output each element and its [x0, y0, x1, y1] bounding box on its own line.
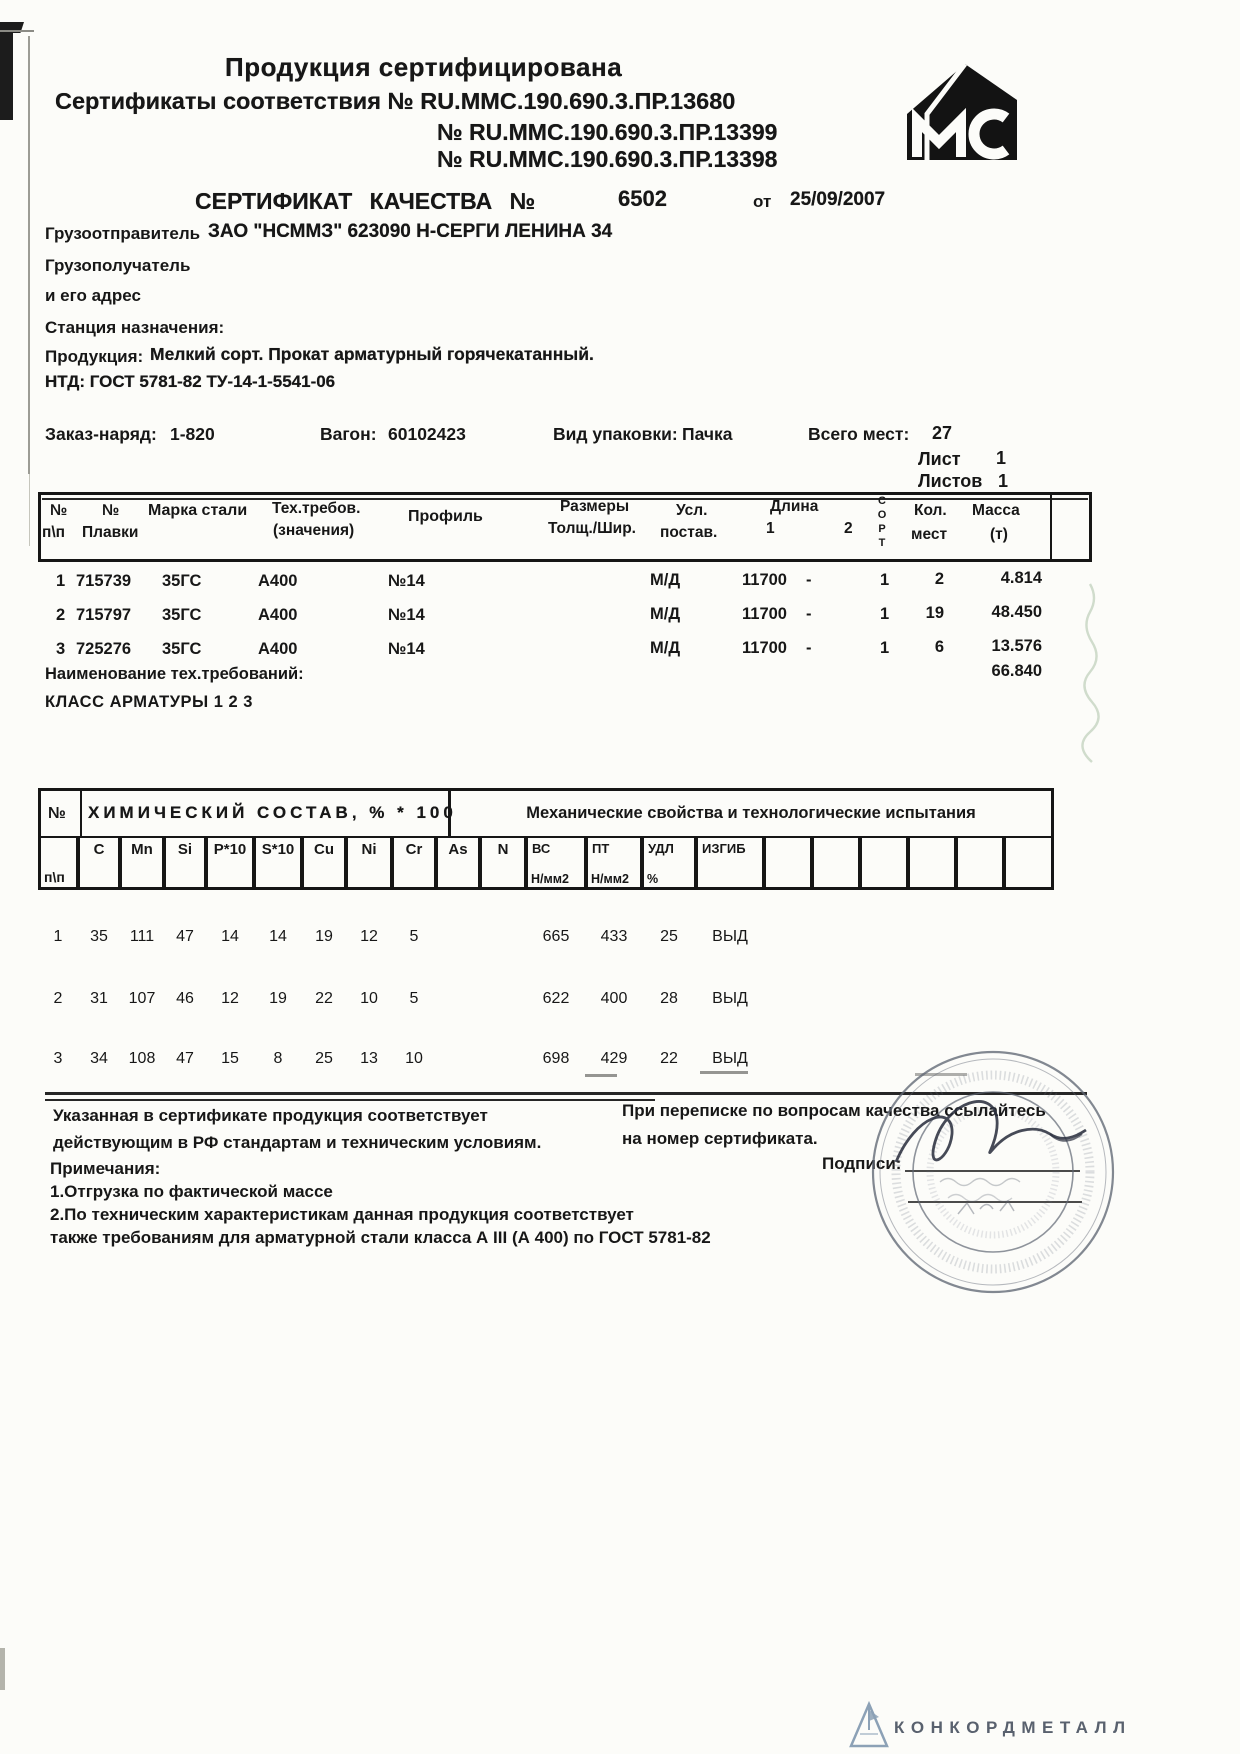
table-row-2-cond: М/Д — [650, 605, 681, 623]
col-mass-2: (т) — [990, 526, 1008, 543]
col-pp-1: № — [50, 502, 68, 519]
chem-col-ni — [346, 836, 392, 890]
conformity-label: Сертификаты соответствия — [55, 88, 381, 114]
note-left-2: действующим в РФ стандартам и техническим условиям. — [53, 1133, 542, 1152]
destination-station-label: Станция назначения: — [45, 318, 225, 337]
chem-row-1-c: 35 — [90, 928, 108, 945]
wagon-value: 60102423 — [388, 424, 466, 444]
table-row-3-profile: №14 — [388, 640, 425, 658]
chem-col-udl-l2: % — [647, 872, 659, 886]
signatures-label: Подписи: — [822, 1154, 902, 1173]
table-row-3-sort: 1 — [880, 639, 890, 657]
chem-col-pt — [586, 836, 642, 890]
conformity-number-3: № RU.ММС.190.690.3.ПР.13398 — [437, 146, 778, 172]
conformity-line — [55, 88, 735, 115]
chem-col-ni-label: Ni — [361, 841, 377, 858]
table-row-2-sort: 1 — [880, 605, 890, 623]
certificate-title: СЕРТИФИКАТ КАЧЕСТВА № — [195, 188, 536, 214]
sheets-label: Листов — [918, 471, 983, 491]
note-left-5: 2.По техническим характеристикам данная продукция соответствует — [50, 1205, 634, 1224]
chem-row-3-cu: 25 — [315, 1050, 333, 1067]
chem-col-n-label: N — [497, 841, 509, 858]
chem-row-1-udl: 25 — [660, 928, 678, 945]
packing-label: Вид упаковки: — [553, 424, 678, 444]
chem-row-1-s: 14 — [269, 928, 287, 945]
table-row-1-sort: 1 — [880, 571, 890, 589]
conformity-number-2: № RU.ММС.190.690.3.ПР.13399 — [437, 119, 778, 145]
note-left-6: также требованиям для арматурной стали класса А III (А 400) по ГОСТ 5781-82 — [50, 1228, 711, 1247]
chem-col-bend-l1: ИЗГИБ — [702, 841, 746, 856]
chem-row-3-c: 34 — [90, 1050, 108, 1067]
tech-requirements-value: КЛАСС АРМАТУРЫ 1 2 3 — [45, 693, 253, 711]
chem-row-2-pt: 400 — [600, 990, 628, 1007]
table-row-3-grade: 35ГС — [162, 640, 202, 658]
table-row-2-mass: 48.450 — [991, 603, 1042, 621]
chem-row-1-mn: 111 — [129, 928, 155, 945]
chem-row-3-ni: 13 — [360, 1050, 378, 1067]
shipper-label: Грузоотправитель — [45, 224, 201, 243]
col-melt-2: Плавки — [82, 524, 139, 541]
table-row-2-melt: 715797 — [76, 606, 132, 624]
chem-col-vs-l2: Н/мм2 — [531, 872, 569, 886]
chem-col-as-label: As — [448, 841, 468, 858]
chem-row-3-pt: 429 — [600, 1050, 628, 1067]
chem-col-mn — [120, 836, 164, 890]
chem-row-2-bend: ВЫД — [712, 990, 748, 1007]
chem-col-empty-1 — [764, 836, 812, 890]
scan-dash-1 — [585, 1074, 617, 1077]
table-row-2-len2: - — [806, 605, 812, 623]
chem-row-1-pt: 433 — [600, 928, 628, 945]
chem-col-s10-label: S*10 — [261, 841, 295, 858]
chem-row-1-vs: 665 — [542, 928, 570, 945]
consignee-address-label: и его адрес — [45, 286, 141, 305]
chem-right-title: Механические свойства и технологические испытания — [526, 804, 976, 822]
chem-col-pt-l2: Н/мм2 — [591, 872, 629, 886]
note-right-1: При переписке по вопросам качества ссылайтесь — [622, 1101, 1046, 1120]
chem-col-p10-label: P*10 — [213, 841, 247, 858]
chem-row-3-cr: 10 — [405, 1050, 423, 1067]
col-size-2: Толщ./Шир. — [548, 520, 636, 537]
chem-col-empty-4 — [908, 836, 956, 890]
chem-row-2-mn: 107 — [128, 990, 156, 1007]
table-row-3-pp: 3 — [56, 640, 66, 658]
chem-col-cr-label: Cr — [405, 841, 423, 858]
chem-col-si — [164, 836, 206, 890]
sheets-value: 1 — [998, 471, 1009, 491]
chem-row-3-mn: 108 — [128, 1050, 156, 1067]
col-pp-2: п\п — [42, 524, 66, 541]
chem-no-divider — [80, 791, 82, 836]
chem-row-3-bend: ВЫД — [712, 1050, 748, 1067]
chem-col-vs — [526, 836, 586, 890]
chem-row-1-pp: 1 — [53, 928, 63, 945]
chem-row-1-si: 47 — [176, 928, 194, 945]
conformity-number-1: № RU.ММС.190.690.3.ПР.13680 — [387, 88, 736, 114]
chem-no-label: № — [48, 805, 66, 822]
chem-left-title: ХИМИЧЕСКИЙ СОСТАВ, % * 100 — [88, 803, 457, 822]
wagon-label: Вагон: — [320, 424, 377, 444]
chem-row-3-vs: 698 — [542, 1050, 570, 1067]
chem-col-pp-label: п\п — [44, 869, 65, 885]
chem-col-s10 — [254, 836, 302, 890]
sheet-label: Лист — [918, 449, 961, 469]
ms-certification-logo-icon — [903, 60, 1017, 162]
ntd-line: НТД: ГОСТ 5781-82 ТУ-14-1-5541-06 — [45, 372, 336, 391]
table-row-2-tech: А400 — [258, 606, 298, 624]
chem-col-n — [480, 836, 526, 890]
table-row-1-len1: 11700 — [742, 571, 787, 589]
chem-row-1-ni: 12 — [360, 928, 378, 945]
chem-col-vs-l1: ВС — [532, 841, 551, 856]
chem-col-pp — [38, 836, 78, 890]
chem-row-2-cr: 5 — [409, 990, 419, 1007]
chem-col-c-label: C — [93, 841, 105, 858]
note-left-3: Примечания: — [50, 1159, 161, 1178]
table-row-1-pp: 1 — [56, 572, 66, 590]
col-cond-1: Усл. — [676, 502, 708, 519]
sheet-value: 1 — [996, 448, 1007, 468]
note-right-2: на номер сертификата. — [622, 1129, 818, 1148]
ms-logo-label — [903, 60, 905, 61]
table-row-1-profile: №14 — [388, 572, 425, 590]
chem-row-2-pp: 2 — [53, 990, 63, 1007]
total-places-label: Всего мест: — [808, 424, 910, 444]
chem-row-2-vs: 622 — [542, 990, 570, 1007]
col-length-2: 2 — [844, 520, 853, 537]
total-places-value: 27 — [932, 423, 953, 443]
chem-col-pt-l1: ПТ — [592, 841, 610, 856]
chem-col-empty-5 — [956, 836, 1004, 890]
col-tech-1: Тех.требов. — [272, 500, 361, 517]
table-row-1-places: 2 — [934, 570, 944, 588]
table-row-2-places: 19 — [925, 604, 944, 622]
note-left-1: Указанная в сертификате продукция соответствует — [53, 1106, 488, 1125]
scan-artifact-edge-line-2 — [29, 474, 30, 546]
table-row-1-tech: А400 — [258, 572, 298, 590]
scan-artifact-top-line — [0, 30, 34, 32]
ink-bleed-artifact — [1076, 580, 1106, 770]
footer-separator-line-2 — [45, 1099, 655, 1101]
table-row-3-cond: М/Д — [650, 639, 681, 657]
col-grade: Марка стали — [148, 502, 248, 519]
consignee-label: Грузополучатель — [45, 256, 191, 275]
chem-row-2-ni: 10 — [360, 990, 378, 1007]
table-row-3-melt: 725276 — [76, 640, 132, 658]
chem-col-mn-label: Mn — [131, 841, 153, 858]
col-qty-1: Кол. — [914, 502, 947, 519]
chem-row-1-cr: 5 — [409, 928, 419, 945]
order-label: Заказ-наряд: — [45, 424, 157, 444]
tech-requirements-label: Наименование тех.требований: — [45, 665, 304, 683]
chem-col-bend — [696, 836, 764, 890]
col-qty-2: мест — [911, 526, 948, 543]
konkord-logo-icon — [848, 1700, 890, 1750]
col-size-1: Размеры — [560, 498, 630, 515]
chem-row-3-si: 47 — [176, 1050, 194, 1067]
col-mass-1: Масса — [972, 502, 1020, 519]
certificate-number: 6502 — [618, 186, 667, 211]
chem-row-1-bend: ВЫД — [712, 928, 748, 945]
table-row-3-len2: - — [806, 639, 812, 657]
chem-row-1-cu: 19 — [315, 928, 333, 945]
col-cond-2: постав. — [660, 524, 718, 541]
chem-row-3-p: 15 — [221, 1050, 239, 1067]
table-row-2-profile: №14 — [388, 606, 425, 624]
packing-value: Пачка — [682, 424, 733, 444]
table-row-1-grade: 35ГС — [162, 572, 202, 590]
chem-col-si-label: Si — [177, 841, 193, 858]
chem-col-empty-6 — [1004, 836, 1054, 890]
chem-col-empty-3 — [860, 836, 908, 890]
col-tech-2: (значения) — [273, 522, 355, 539]
chem-col-p10 — [206, 836, 254, 890]
chem-row-1-p: 14 — [221, 928, 239, 945]
chem-row-2-p: 12 — [221, 990, 239, 1007]
table-row-2-pp: 2 — [56, 606, 66, 624]
chem-row-3-pp: 3 — [53, 1050, 63, 1067]
table-row-3-len1: 11700 — [742, 639, 787, 657]
table-row-3-mass: 13.576 — [991, 637, 1042, 655]
table-row-3-tech: А400 — [258, 640, 298, 658]
table-row-2-len1: 11700 — [742, 605, 787, 623]
table-row-1-len2: - — [806, 571, 812, 589]
scan-artifact-corner — [0, 22, 13, 120]
chem-col-cu-label: Cu — [314, 841, 334, 858]
chem-col-cu — [302, 836, 346, 890]
chem-row-2-si: 46 — [176, 990, 194, 1007]
shipper-value: ЗАО "НСММЗ" 623090 Н-СЕРГИ ЛЕНИНА 34 — [208, 221, 613, 242]
chem-row-3-udl: 22 — [660, 1050, 678, 1067]
shipment-table-right-divider — [1050, 492, 1052, 562]
chem-col-cr — [392, 836, 436, 890]
col-length: Длина — [770, 498, 819, 515]
chem-row-2-c: 31 — [90, 990, 108, 1007]
scan-dash-2 — [700, 1071, 748, 1074]
table-row-1-melt: 715739 — [76, 572, 132, 590]
chem-row-2-cu: 22 — [315, 990, 333, 1007]
product-label: Продукция: — [45, 347, 144, 366]
certificate-date: 25/09/2007 — [790, 189, 886, 210]
product-value: Мелкий сорт. Прокат арматурный горячекатанный. — [150, 344, 594, 364]
col-melt-1: № — [102, 502, 120, 519]
total-mass-value: 66.840 — [991, 662, 1042, 680]
scan-artifact-edge-line — [28, 36, 30, 474]
chem-col-udl-l1: УДЛ — [648, 841, 674, 856]
order-value: 1-820 — [170, 424, 215, 444]
scan-artifact-bottom-left — [0, 1648, 5, 1690]
certificate-date-preposition: от — [753, 192, 772, 211]
chem-row-3-s: 8 — [273, 1050, 283, 1067]
konkord-brand-name: КОНКОРДМЕТАЛЛ — [894, 1718, 1132, 1737]
chem-row-2-udl: 28 — [660, 990, 678, 1007]
chem-col-empty-2 — [812, 836, 860, 890]
table-row-2-grade: 35ГС — [162, 606, 202, 624]
chem-col-as — [436, 836, 480, 890]
col-sort: СОРТ — [876, 495, 888, 551]
table-row-1-cond: М/Д — [650, 571, 681, 589]
col-profile: Профиль — [408, 508, 483, 525]
chem-col-c — [78, 836, 120, 890]
certified-heading: Продукция сертифицирована — [225, 52, 623, 82]
col-length-1: 1 — [766, 520, 775, 537]
chem-col-udl — [642, 836, 696, 890]
note-left-4: 1.Отгрузка по фактической массе — [50, 1182, 333, 1201]
chem-row-2-s: 19 — [269, 990, 287, 1007]
table-row-3-places: 6 — [934, 638, 944, 656]
table-row-1-mass: 4.814 — [1000, 569, 1042, 587]
round-stamp — [862, 1030, 1124, 1312]
